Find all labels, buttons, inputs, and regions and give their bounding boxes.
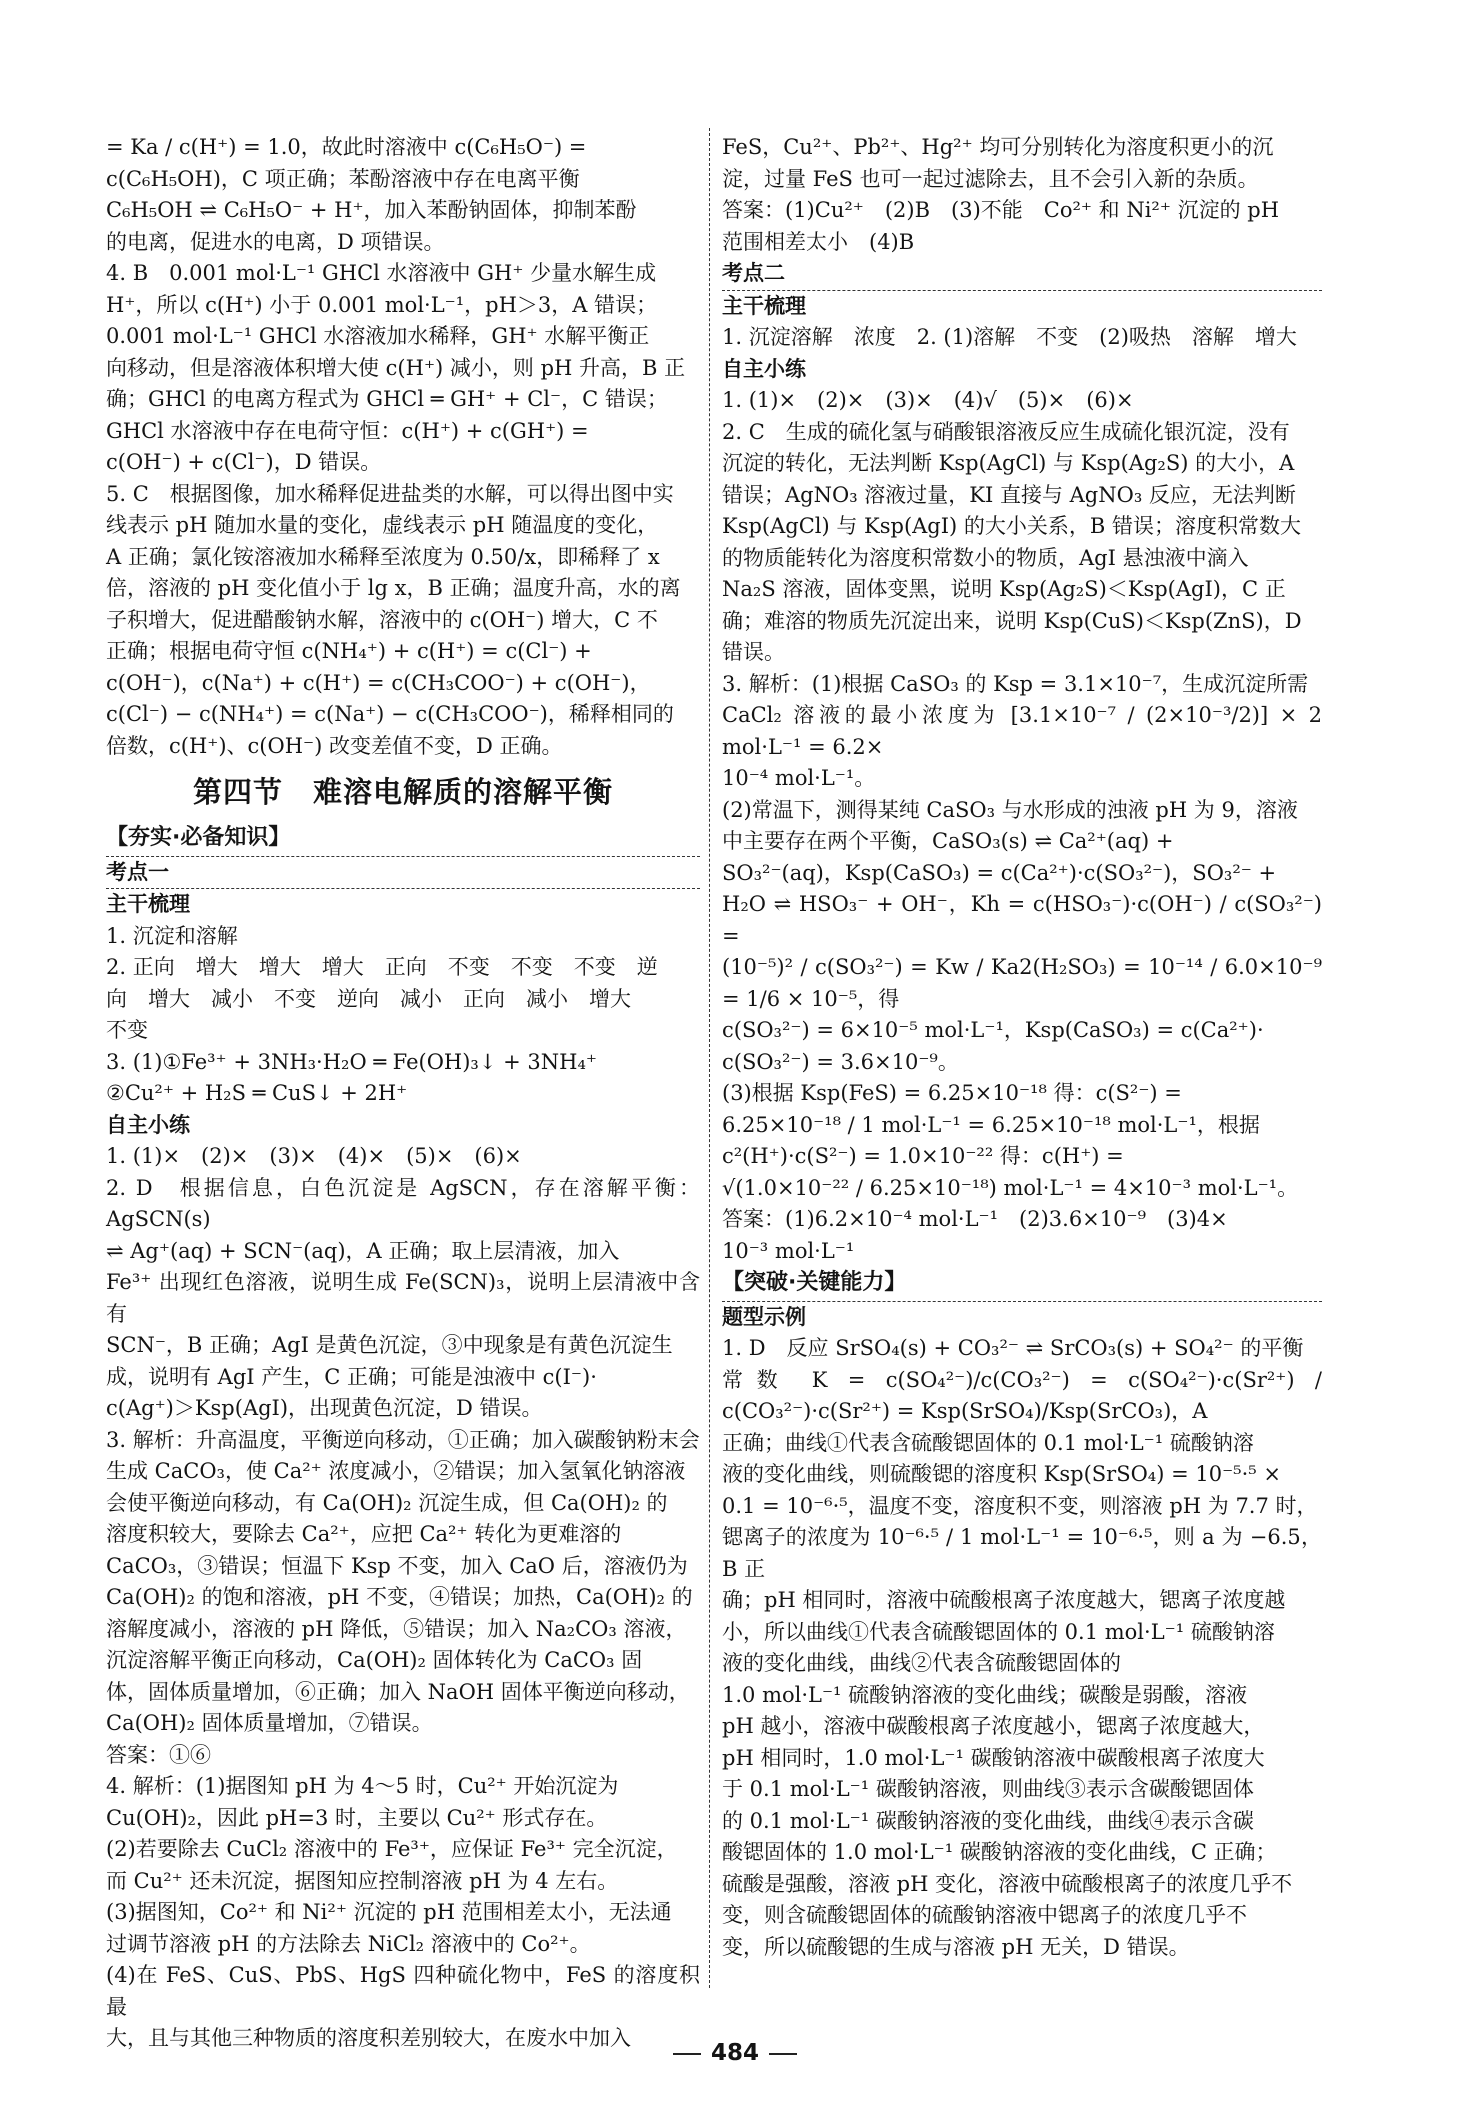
right-block-1 — [722, 132, 1322, 258]
footer-dash-left — [673, 2053, 701, 2055]
text-line: c(OH⁻) + c(Cl⁻)，D 错误。 — [106, 450, 382, 474]
text-line: 3. (1)①Fe³⁺ + 3NH₃·H₂O ═ Fe(OH)₃↓ + 3NH₄⁺ — [106, 1049, 597, 1074]
text-line: 2. C 生成的硫化氢与硝酸银溶液反应生成硫化银沉淀，没有 — [722, 419, 1290, 444]
left-block-3 — [106, 1141, 700, 2055]
text-line: H₂O ⇌ HSO₃⁻ + OH⁻，Kh = c(HSO₃⁻)·c(OH⁻) / c(SO₃²⁻) = — [722, 892, 1322, 948]
text-line: 大，且与其他三种物质的溶度积差别较大，在废水中加入 — [106, 2026, 631, 2050]
text-line: FeS，Cu²⁺、Pb²⁺、Hg²⁺ 均可分别转化为溶度积更小的沉 — [722, 135, 1274, 159]
text-line: GHCl 水溶液中存在电荷守恒：c(H⁺) + c(GH⁺) = — [106, 418, 589, 443]
kaodian-heading: 考点一 — [106, 857, 700, 890]
text-line: Ca(OH)₂ 固体质量增加，⑦错误。 — [106, 1711, 433, 1735]
text-line: 向 增大 减小 不变 逆向 减小 正向 减小 增大 — [106, 986, 631, 1011]
text-line: 0.1 = 10⁻⁶·⁵，温度不变，溶度积不变，则溶液 pH 为 7.7 时， — [722, 1493, 1318, 1518]
section-title: 第四节 难溶电解质的溶解平衡 — [192, 775, 613, 809]
banner-heading: 【突破·关键能力】 — [722, 1267, 1322, 1302]
text-line: 过调节溶液 pH 的方法除去 NiCl₂ 溶液中的 Co²⁺。 — [106, 1931, 591, 1956]
text-line: 变，所以硫酸锶的生成与溶液 pH 无关，D 错误。 — [722, 1934, 1190, 1959]
text-line: 液的变化曲线，则硫酸锶的溶度积 Ksp(SrSO₄) = 10⁻⁵·⁵ × — [722, 1462, 1281, 1486]
text-line: 溶解度减小，溶液的 pH 降低，⑤错误；加入 Na₂CO₃ 溶液， — [106, 1616, 687, 1641]
text-line: (2)若要除去 CuCl₂ 溶液中的 Fe³⁺，应保证 Fe³⁺ 完全沉淀， — [106, 1837, 678, 1861]
text-line: 会使平衡逆向移动，有 Ca(OH)₂ 沉淀生成，但 Ca(OH)₂ 的 — [106, 1490, 668, 1515]
subheading: 自主小练 — [722, 356, 806, 381]
text-line: 确；pH 相同时，溶液中硫酸根离子浓度越大，锶离子浓度越 — [722, 1588, 1286, 1612]
text-line: 1.0 mol·L⁻¹ 硫酸钠溶液的变化曲线；碳酸是弱酸，溶液 — [722, 1682, 1248, 1707]
text-line: (10⁻⁵)² / c(SO₃²⁻) = Kw / Ka2(H₂SO₃) = 10⁻¹⁴ / 6.0×10⁻⁹ = 1/6 × 10⁻⁵，得 — [722, 955, 1322, 1011]
subheading: 主干梳理 — [106, 892, 190, 916]
text-line: 10⁻³ mol·L⁻¹ — [722, 1238, 855, 1263]
text-line: 4. 解析：(1)据图知 pH 为 4～5 时，Cu²⁺ 开始沉淀为 — [106, 1774, 619, 1798]
text-line: 2. D 根据信息，白色沉淀是 AgSCN，存在溶解平衡：AgSCN(s) — [106, 1175, 700, 1231]
text-line: 2. 正向 增大 增大 增大 正向 不变 不变 不变 逆 — [106, 955, 658, 979]
text-line: 液的变化曲线，曲线②代表含硫酸锶固体的 — [722, 1651, 1121, 1675]
text-line: 硫酸是强酸，溶液 pH 变化，溶液中硫酸根离子的浓度几乎不 — [722, 1871, 1293, 1896]
text-line: 溶度积较大，要除去 Ca²⁺，应把 Ca²⁺ 转化为更难溶的 — [106, 1522, 622, 1546]
text-line: 答案：(1)6.2×10⁻⁴ mol·L⁻¹ (2)3.6×10⁻⁹ (3)4× — [722, 1207, 1228, 1231]
left-column — [106, 132, 700, 2055]
left-block-2 — [106, 921, 700, 1110]
text-line: c(OH⁻)，c(Na⁺) + c(H⁺) = c(CH₃COO⁻) + c(OH⁻)， — [106, 670, 651, 695]
text-line: ②Cu²⁺ + H₂S ═ CuS↓ + 2H⁺ — [106, 1081, 408, 1105]
text-line: 确；难溶的物质先沉淀出来，说明 Ksp(CuS)＜Ksp(ZnS)，D — [722, 608, 1302, 633]
text-line: 确；GHCl 的电离方程式为 GHCl ═ GH⁺ + Cl⁻，C 错误； — [106, 387, 668, 411]
column-divider — [709, 128, 710, 1988]
text-line: 线表示 pH 随加水量的变化，虚线表示 pH 随温度的变化， — [106, 513, 659, 537]
text-line: 沉淀的转化，无法判断 Ksp(AgCl) 与 Ksp(Ag₂S) 的大小，A — [722, 451, 1295, 475]
text-line: SCN⁻，B 正确；AgI 是黄色沉淀，③中现象是有黄色沉淀生 — [106, 1333, 673, 1357]
text-line: 1. D 反应 SrSO₄(s) + CO₃²⁻ ⇌ SrCO₃(s) + SO₄²⁻ 的平衡 — [722, 1336, 1304, 1360]
text-line: c(Ag⁺)＞Ksp(AgI)，出现黄色沉淀，D 错误。 — [106, 1396, 543, 1420]
text-line: 3. 解析：(1)根据 CaSO₃ 的 Ksp = 3.1×10⁻⁷，生成沉淀所需 — [722, 671, 1309, 696]
footer-dash-right — [769, 2053, 797, 2055]
text-line: 小，所以曲线①代表含硫酸锶固体的 0.1 mol·L⁻¹ 硫酸钠溶 — [722, 1619, 1275, 1644]
text-line: (3)根据 Ksp(FeS) = 6.25×10⁻¹⁸ 得：c(S²⁻) = — [722, 1081, 1182, 1105]
text-line: 3. 解析：升高温度，平衡逆向移动，①正确；加入碳酸钠粉末会 — [106, 1427, 700, 1452]
text-line: 的 0.1 mol·L⁻¹ 碳酸钠溶液的变化曲线，曲线④表示含碳 — [722, 1808, 1254, 1833]
text-line: 成，说明有 AgI 产生，C 正确；可能是浊液中 c(I⁻)· — [106, 1364, 597, 1389]
text-line: 淀，过量 FeS 也可一起过滤除去，且不会引入新的杂质。 — [722, 166, 1259, 191]
text-line: 子积增大，促进醋酸钠水解，溶液中的 c(OH⁻) 增大，C 不 — [106, 607, 658, 632]
text-line: Na₂S 溶液，固体变黑，说明 Ksp(Ag₂S)＜Ksp(AgI)，C 正 — [722, 577, 1286, 601]
text-line: 不变 — [106, 1018, 148, 1042]
text-line: √(1.0×10⁻²² / 6.25×10⁻¹⁸) mol·L⁻¹ = 4×10⁻³ mol·L⁻¹。 — [722, 1175, 1299, 1200]
text-line: SO₃²⁻(aq)，Ksp(CaSO₃) = c(Ca²⁺)·c(SO₃²⁻)，SO₃²⁻ + — [722, 860, 1277, 885]
text-line: (3)据图知，Co²⁺ 和 Ni²⁺ 沉淀的 pH 范围相差太小，无法通 — [106, 1900, 672, 1924]
text-line: ⇌ Ag⁺(aq) + SCN⁻(aq)，A 正确；取上层清液，加入 — [106, 1238, 620, 1263]
text-line: Cu(OH)₂，因此 pH=3 时，主要以 Cu²⁺ 形式存在。 — [106, 1805, 608, 1830]
text-line: c(Cl⁻) − c(NH₄⁺) = c(Na⁺) − c(CH₃COO⁻)，稀释相同的 — [106, 702, 674, 726]
text-line: 中主要存在两个平衡，CaSO₃(s) ⇌ Ca²⁺(aq) + — [722, 829, 1174, 853]
text-line: 10⁻⁴ mol·L⁻¹。 — [722, 766, 876, 790]
text-line: 1. 沉淀和溶解 — [106, 923, 238, 948]
text-line: 的电离，促进水的电离，D 项错误。 — [106, 229, 445, 254]
text-line: pH 相同时，1.0 mol·L⁻¹ 碳酸钠溶液中碳酸根离子浓度大 — [722, 1745, 1265, 1770]
text-line: pH 越小，溶液中碳酸根离子浓度越小，锶离子浓度越大， — [722, 1714, 1265, 1738]
text-line: 1. (1)× (2)× (3)× (4)√ (5)× (6)× — [722, 388, 1134, 412]
text-line: 错误；AgNO₃ 溶液过量，KI 直接与 AgNO₃ 反应，无法判断 — [722, 482, 1296, 507]
text-line: c²(H⁺)·c(S²⁻) = 1.0×10⁻²² 得：c(H⁺) = — [722, 1144, 1124, 1168]
text-line: Ca(OH)₂ 的饱和溶液，pH 不变，④错误；加热，Ca(OH)₂ 的 — [106, 1585, 693, 1609]
text-line: 正确；根据电荷守恒 c(NH₄⁺) + c(H⁺) = c(Cl⁻) + — [106, 639, 592, 663]
subheading: 题型示例 — [722, 1304, 806, 1329]
text-line: = Ka / c(H⁺) = 1.0，故此时溶液中 c(C₆H₅O⁻) = — [106, 135, 587, 159]
text-line: C₆H₅OH ⇌ C₆H₅O⁻ + H⁺，加入苯酚钠固体，抑制苯酚 — [106, 198, 637, 222]
text-line: 的物质能转化为溶度积常数小的物质，AgI 悬浊液中滴入 — [722, 545, 1249, 570]
subheading: 主干梳理 — [722, 293, 806, 318]
text-line: CaCl₂ 溶液的最小浓度为 [3.1×10⁻⁷ / (2×10⁻³/2)] × 2 mol·L⁻¹ = 6.2× — [722, 703, 1322, 759]
text-line: 1. (1)× (2)× (3)× (4)× (5)× (6)× — [106, 1144, 522, 1168]
text-line: c(SO₃²⁻) = 3.6×10⁻⁹。 — [722, 1049, 959, 1074]
text-line: 4. B 0.001 mol·L⁻¹ GHCl 水溶液中 GH⁺ 少量水解生成 — [106, 261, 657, 285]
text-line: 于 0.1 mol·L⁻¹ 碳酸钠溶液，则曲线③表示含碳酸锶固体 — [722, 1777, 1254, 1801]
text-line: Fe³⁺ 出现红色溶液，说明生成 Fe(SCN)₃，说明上层清液中含有 — [106, 1270, 700, 1326]
text-line: (4)在 FeS、CuS、PbS、HgS 四种硫化物中，FeS 的溶度积最 — [106, 1963, 700, 2019]
text-line: H⁺，所以 c(H⁺) 小于 0.001 mol·L⁻¹，pH＞3，A 错误； — [106, 292, 658, 317]
text-line: 0.001 mol·L⁻¹ GHCl 水溶液加水稀释，GH⁺ 水解平衡正 — [106, 324, 650, 348]
text-line: 而 Cu²⁺ 还未沉淀，据图知应控制溶液 pH 为 4 左右。 — [106, 1868, 619, 1893]
text-line: 酸锶固体的 1.0 mol·L⁻¹ 碳酸钠溶液的变化曲线，C 正确； — [722, 1840, 1277, 1864]
text-line: 答案：①⑥ — [106, 1742, 211, 1767]
text-line: A 正确；氯化铵溶液加水稀释至浓度为 0.50/x，即稀释了 x — [106, 544, 660, 569]
text-line: 错误。 — [722, 640, 785, 664]
right-column — [722, 132, 1322, 1963]
right-block-2 — [722, 385, 1322, 1267]
text-line: 答案：(1)Cu²⁺ (2)B (3)不能 Co²⁺ 和 Ni²⁺ 沉淀的 pH — [722, 198, 1280, 222]
text-line: 生成 CaCO₃，使 Ca²⁺ 浓度减小，②错误；加入氢氧化钠溶液 — [106, 1459, 686, 1483]
text-line: 向移动，但是溶液体积增大使 c(H⁺) 减小，则 pH 升高，B 正 — [106, 355, 686, 380]
subheading: 自主小练 — [106, 1112, 190, 1137]
text-line: CaCO₃，③错误；恒温下 Ksp 不变，加入 CaO 后，溶液仍为 — [106, 1553, 688, 1578]
text-line: (2)常温下，测得某纯 CaSO₃ 与水形成的浊液 pH 为 9，溶液 — [722, 797, 1298, 822]
text-line: Ksp(AgCl) 与 Ksp(AgI) 的大小关系，B 错误；溶度积常数大 — [722, 514, 1302, 538]
text-line: 6.25×10⁻¹⁸ / 1 mol·L⁻¹ = 6.25×10⁻¹⁸ mol·L⁻¹，根据 — [722, 1112, 1260, 1137]
text-line: 正确；曲线①代表含硫酸锶固体的 0.1 mol·L⁻¹ 硫酸钠溶 — [722, 1430, 1254, 1455]
text-line: 5. C 根据图像，加水稀释促进盐类的水解，可以得出图中实 — [106, 481, 674, 506]
text-line: c(SO₃²⁻) = 6×10⁻⁵ mol·L⁻¹，Ksp(CaSO₃) = c(Ca²⁺)· — [722, 1018, 1264, 1042]
text-line: 1. 沉淀溶解 浓度 2. (1)溶解 不变 (2)吸热 溶解 增大 — [722, 325, 1297, 349]
text-line: 倍数，c(H⁺)、c(OH⁻) 改变差值不变，D 正确。 — [106, 733, 563, 758]
page-number: 484 — [710, 2040, 759, 2066]
text-line: 体，固体质量增加，⑥正确；加入 NaOH 固体平衡逆向移动， — [106, 1679, 690, 1704]
page-footer — [0, 2040, 1470, 2066]
text-line: 变，则含硫酸锶固体的硫酸钠溶液中锶离子的浓度几乎不 — [722, 1903, 1247, 1927]
right-block-3 — [722, 1333, 1322, 1963]
text-line: 锶离子的浓度为 10⁻⁶·⁵ / 1 mol·L⁻¹ = 10⁻⁶·⁵，则 a 为 −6.5，B 正 — [722, 1525, 1322, 1581]
banner-heading: 【夯实·必备知识】 — [106, 822, 700, 857]
left-block-1 — [106, 132, 700, 762]
text-line: c(C₆H₅OH)，C 项正确；苯酚溶液中存在电离平衡 — [106, 166, 580, 191]
text-line: 范围相差太小 (4)B — [722, 229, 915, 254]
text-line: 沉淀溶解平衡正向移动，Ca(OH)₂ 固体转化为 CaCO₃ 固 — [106, 1648, 643, 1672]
kaodian-heading: 考点二 — [722, 258, 1322, 291]
text-line: 倍，溶液的 pH 变化值小于 lg x，B 正确；温度升高，水的离 — [106, 576, 681, 600]
text-line: 常数 K = c(SO₄²⁻)/c(CO₃²⁻) = c(SO₄²⁻)·c(Sr²⁺) / c(CO₃²⁻)·c(Sr²⁺) = Ksp(SrSO₄)/Ksp(SrCO₃)，A — [722, 1367, 1322, 1423]
